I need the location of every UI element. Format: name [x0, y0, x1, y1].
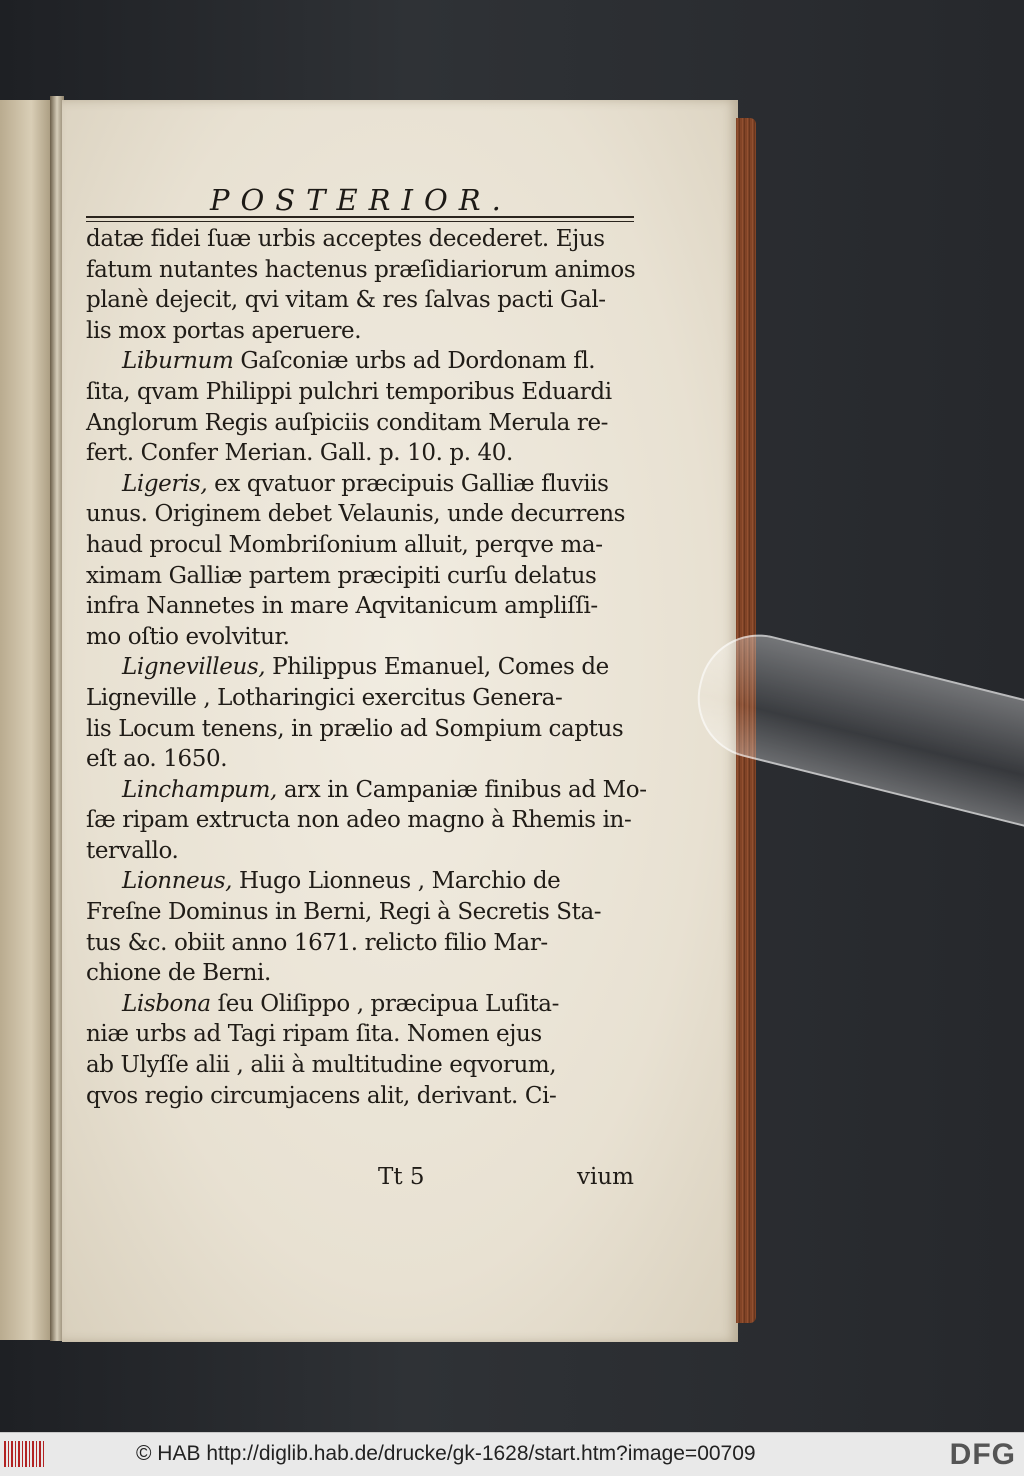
text-line: [86, 775, 646, 806]
text-line: [86, 652, 646, 683]
line-text: arx in Campaniæ finibus ad Mo-: [276, 776, 647, 803]
text-line: [86, 499, 646, 530]
entry-headword: Lignevilleus,: [122, 654, 266, 681]
text-line: [86, 897, 646, 928]
line-text: Hugo Lionneus , Marchio de: [232, 868, 561, 895]
line-text: lis Locum tenens, in prælio ad Sompium captus: [86, 715, 624, 742]
line-text: niæ urbs ad Tagi ripam ſita. Nomen ejus: [86, 1021, 542, 1048]
line-text: ex qvatuor præcipuis Galliæ fluviis: [207, 470, 609, 497]
line-text: mo oſtio evolvitur.: [86, 623, 290, 650]
line-text: fert. Confer Merian. Gall. p. 10. p. 40.: [86, 440, 513, 467]
signature-mark: Tt 5: [378, 1164, 425, 1190]
text-line: [86, 469, 646, 500]
text-line: [86, 1019, 646, 1050]
text-line: [86, 989, 646, 1020]
footer-credit-link[interactable]: © HAB http://diglib.hab.de/drucke/gk-1628/start.htm?image=00709: [136, 1442, 756, 1465]
line-text: infra Nannetes in mare Aqvitanicum ampliſſi-: [86, 593, 598, 620]
text-line: [86, 1050, 646, 1081]
text-line: [86, 224, 646, 255]
line-text: ſeu Oliſippo , præcipua Luſita-: [210, 990, 559, 1017]
text-line: [86, 714, 646, 745]
entry-headword: Liburnum: [122, 348, 234, 375]
page-footer-line: [86, 1164, 634, 1198]
text-line: [86, 836, 646, 867]
line-text: Anglorum Regis auſpiciis conditam Merula re-: [86, 409, 609, 436]
text-line: [86, 285, 646, 316]
body-text: [86, 224, 646, 1111]
running-head: POSTERIOR.: [210, 183, 512, 217]
text-line: [86, 530, 646, 561]
line-text: unus. Originem debet Velaunis, unde decurrens: [86, 501, 626, 528]
dfg-logo: DFG: [949, 1438, 1016, 1471]
head-rule: [86, 216, 634, 218]
line-text: tus &c. obiit anno 1671. relicto filio Mar-: [86, 929, 548, 956]
line-text: eſt ao. 1650.: [86, 746, 228, 773]
text-line: [86, 316, 646, 347]
left-page-strip: [0, 100, 54, 1340]
head-rule-thin: [86, 221, 634, 222]
text-line: [86, 255, 646, 286]
catchword: vium: [577, 1164, 634, 1190]
line-text: qvos regio circumjacens alit, derivant. Ci-: [86, 1082, 557, 1109]
line-text: ſita, qvam Philippi pulchri temporibus Eduardi: [86, 378, 612, 405]
line-text: fatum nutantes hactenus præſidiariorum animos: [86, 256, 636, 283]
text-line: [86, 377, 646, 408]
line-text: Ligneville , Lotharingici exercitus Genera-: [86, 684, 563, 711]
line-text: chione de Berni.: [86, 960, 271, 987]
text-line: [86, 805, 646, 836]
text-line: [86, 866, 646, 897]
line-text: Freſne Dominus in Berni, Regi à Secretis Sta-: [86, 899, 602, 926]
line-text: datæ fidei ſuæ urbis acceptes decederet. Ejus: [86, 226, 605, 252]
text-line: [86, 928, 646, 959]
text-line: [86, 591, 646, 622]
line-text: ximam Galliæ partem præcipiti curſu delatus: [86, 562, 597, 589]
text-line: [86, 1081, 646, 1112]
line-text: lis mox portas aperuere.: [86, 317, 362, 344]
text-line: [86, 958, 646, 989]
text-line: [86, 561, 646, 592]
entry-headword: Linchampum,: [122, 776, 277, 803]
entry-headword: Ligeris,: [122, 470, 208, 497]
text-line: [86, 346, 646, 377]
line-text: planè dejecit, qvi vitam & res ſalvas pacti Gal-: [86, 287, 606, 314]
line-text: ab Ulyſſe alii , alii à multitudine eqvorum,: [86, 1052, 557, 1079]
entry-headword: Lisbona: [122, 990, 211, 1017]
line-text: haud procul Mombriſonium alluit, perqve ma-: [86, 531, 603, 558]
line-text: tervallo.: [86, 837, 179, 864]
text-line: [86, 622, 646, 653]
text-line: [86, 683, 646, 714]
barcode-icon: [4, 1441, 46, 1467]
line-text: Philippus Emanuel, Comes de: [265, 654, 609, 681]
text-line: [86, 438, 646, 469]
line-text: Gaſconiæ urbs ad Dordonam fl.: [233, 348, 596, 375]
text-line: [86, 408, 646, 439]
line-text: ſæ ripam extructa non adeo magno à Rhemis in-: [86, 807, 632, 834]
text-line: [86, 744, 646, 775]
entry-headword: Lionneus,: [122, 868, 233, 895]
footer-bar: [0, 1432, 1024, 1476]
